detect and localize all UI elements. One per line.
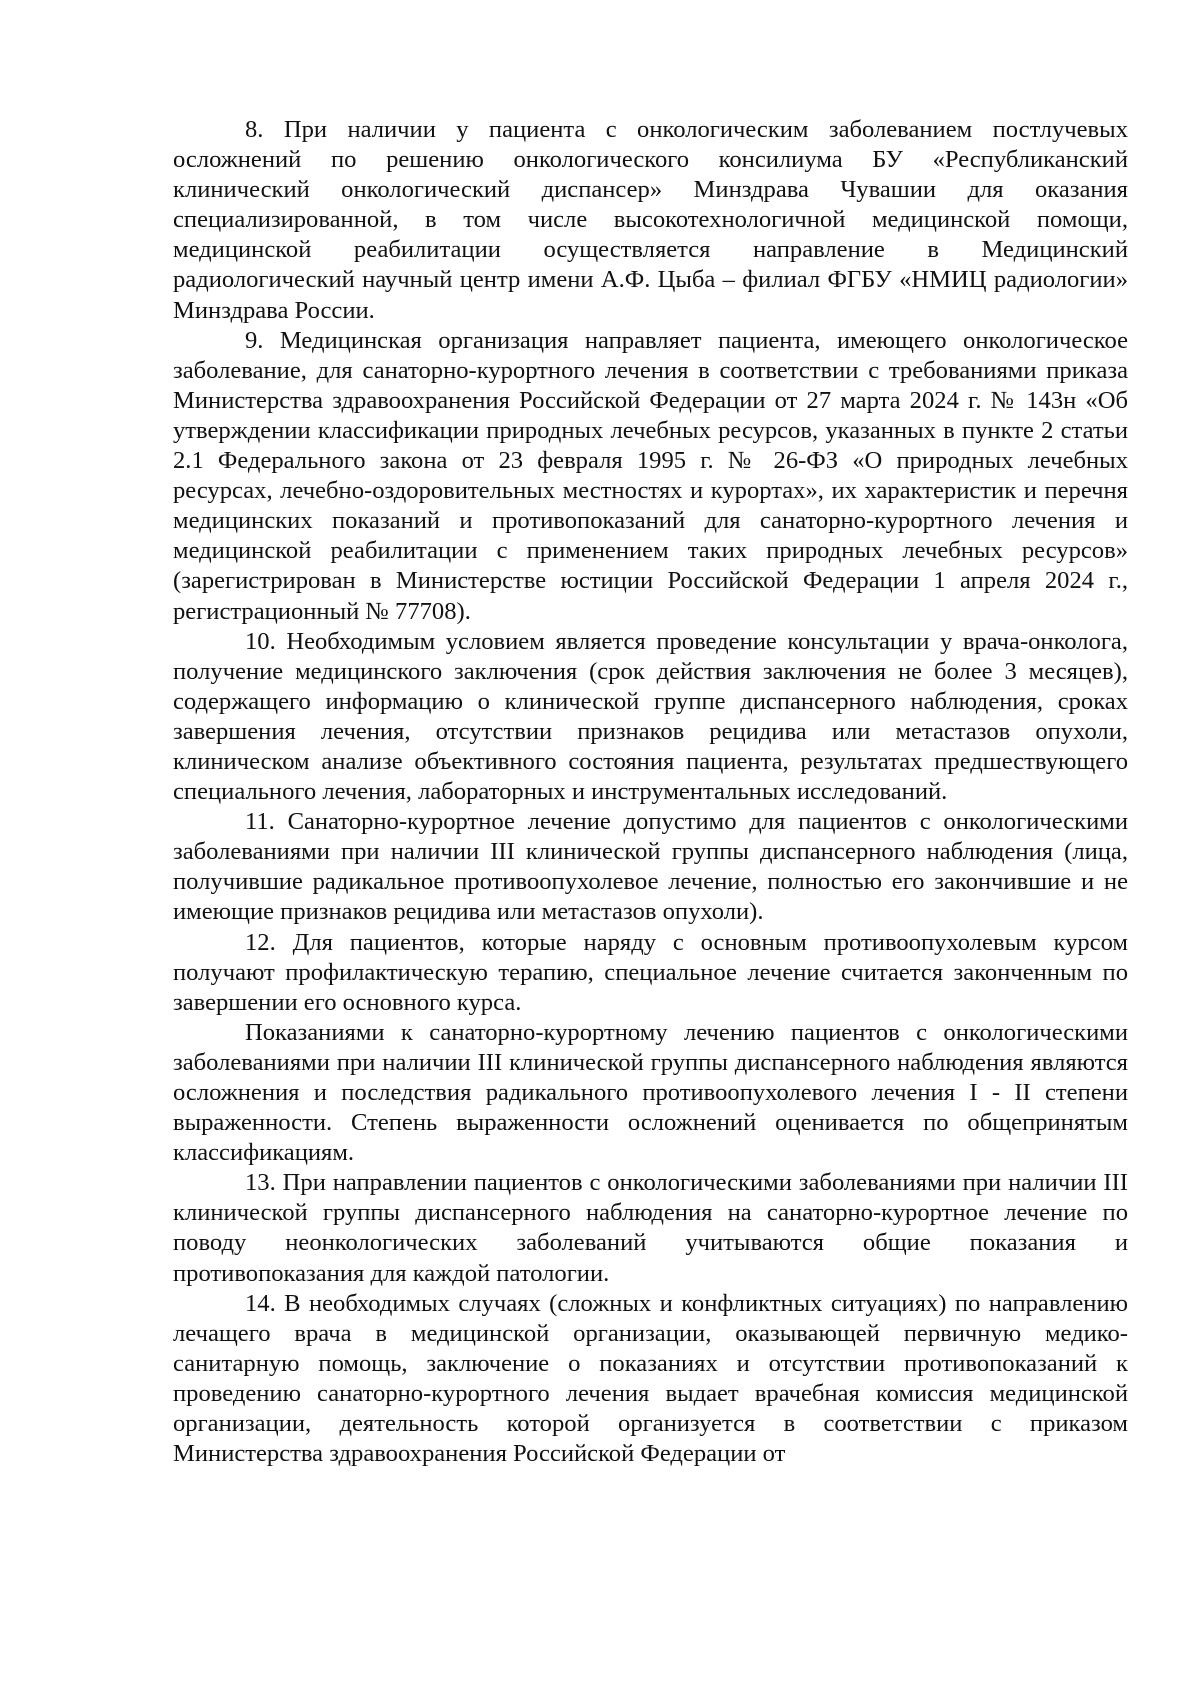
paragraph-8: 8. При наличии у пациента с онкологическим заболеванием постлучевых осложнений по решению онкологического консилиума БУ «Республиканский клинический онкологический диспансер» Минздрава Чувашии для оказания специализированной, в том числе высокотехнологичной медицинской помощи, медицинской реабилитации осуществляется направление в Медицинский радиологический научный центр имени А.Ф. Цыба – филиал ФГБУ «НМИЦ радиологии» Минздрава России. — [173, 116, 1128, 324]
paragraph-11: 11. Санаторно-курортное лечение допустимо для пациентов с онкологическими заболеваниями при наличии III клинической группы диспансерного наблюдения (лица, получившие радикальное противоопухолевое лечение, полностью его закончившие и не имеющие признаков рецидива или метастазов опухоли). — [173, 808, 1128, 926]
paragraph-14: 14. В необходимых случаях (сложных и конфликтных ситуациях) по направлению лечащего врача в медицинской организации, оказывающей первичную медико-санитарную помощь, заключение о показаниях и отсутствии противопоказаний к проведению санаторно-курортного лечения выдает врачебная комиссия медицинской организации, деятельность которой организуется в соответствии с приказом Министерства здравоохранения Российской Федерации от — [173, 1289, 1128, 1468]
paragraph-12: 12. Для пациентов, которые наряду с основным противоопухолевым курсом получают профилактическую терапию, специальное лечение считается законченным по завершении его основного курса. — [173, 928, 1128, 1016]
paragraph-12-indications: Показаниями к санаторно-курортному лечению пациентов с онкологическими заболеваниями при наличии III клинической группы диспансерного наблюдения являются осложнения и последствия радикального противоопухолевого лечения I - II степени выраженности. Степень выраженности осложнений оценивается по общепринятым классификациям. — [173, 1018, 1128, 1167]
paragraph-10: 10. Необходимым условием является проведение консультации у врача-онколога, получение медицинского заключения (срок действия заключения не более 3 месяцев), содержащего информацию о клинической группе диспансерного наблюдения, сроках завершения лечения, отсутствии признаков рецидива или метастазов опухоли, клиническом анализе объективного состояния пациента, результатах предшествующего специального лечения, лабораторных и инструментальных исследований. — [173, 627, 1128, 806]
paragraph-9: 9. Медицинская организация направляет пациента, имеющего онкологическое заболевание, для санаторно-курортного лечения в соответствии с требованиями приказа Министерства здравоохранения Российской Федерации от 27 марта 2024 г. № 143н «Об утверждении классификации природных лечебных ресурсов, указанных в пункте 2 статьи 2.1 Федерального закона от 23 февраля 1995 г. № 26-ФЗ «О природных лечебных ресурсах, лечебно-оздоровительных местностях и курортах», их характеристик и перечня медицинских показаний и противопоказаний для санаторно-курортного лечения и медицинской реабилитации с применением таких природных лечебных ресурсов» (зарегистрирован в Министерстве юстиции Российской Федерации 1 апреля 2024 г., регистрационный № 77708). — [173, 326, 1128, 625]
paragraph-13: 13. При направлении пациентов с онкологическими заболеваниями при наличии III клинической группы диспансерного наблюдения на санаторно-курортное лечение по поводу неонкологических заболеваний учитываются общие показания и противопоказания для каждой патологии. — [173, 1169, 1128, 1287]
document-body — [173, 115, 1128, 1469]
